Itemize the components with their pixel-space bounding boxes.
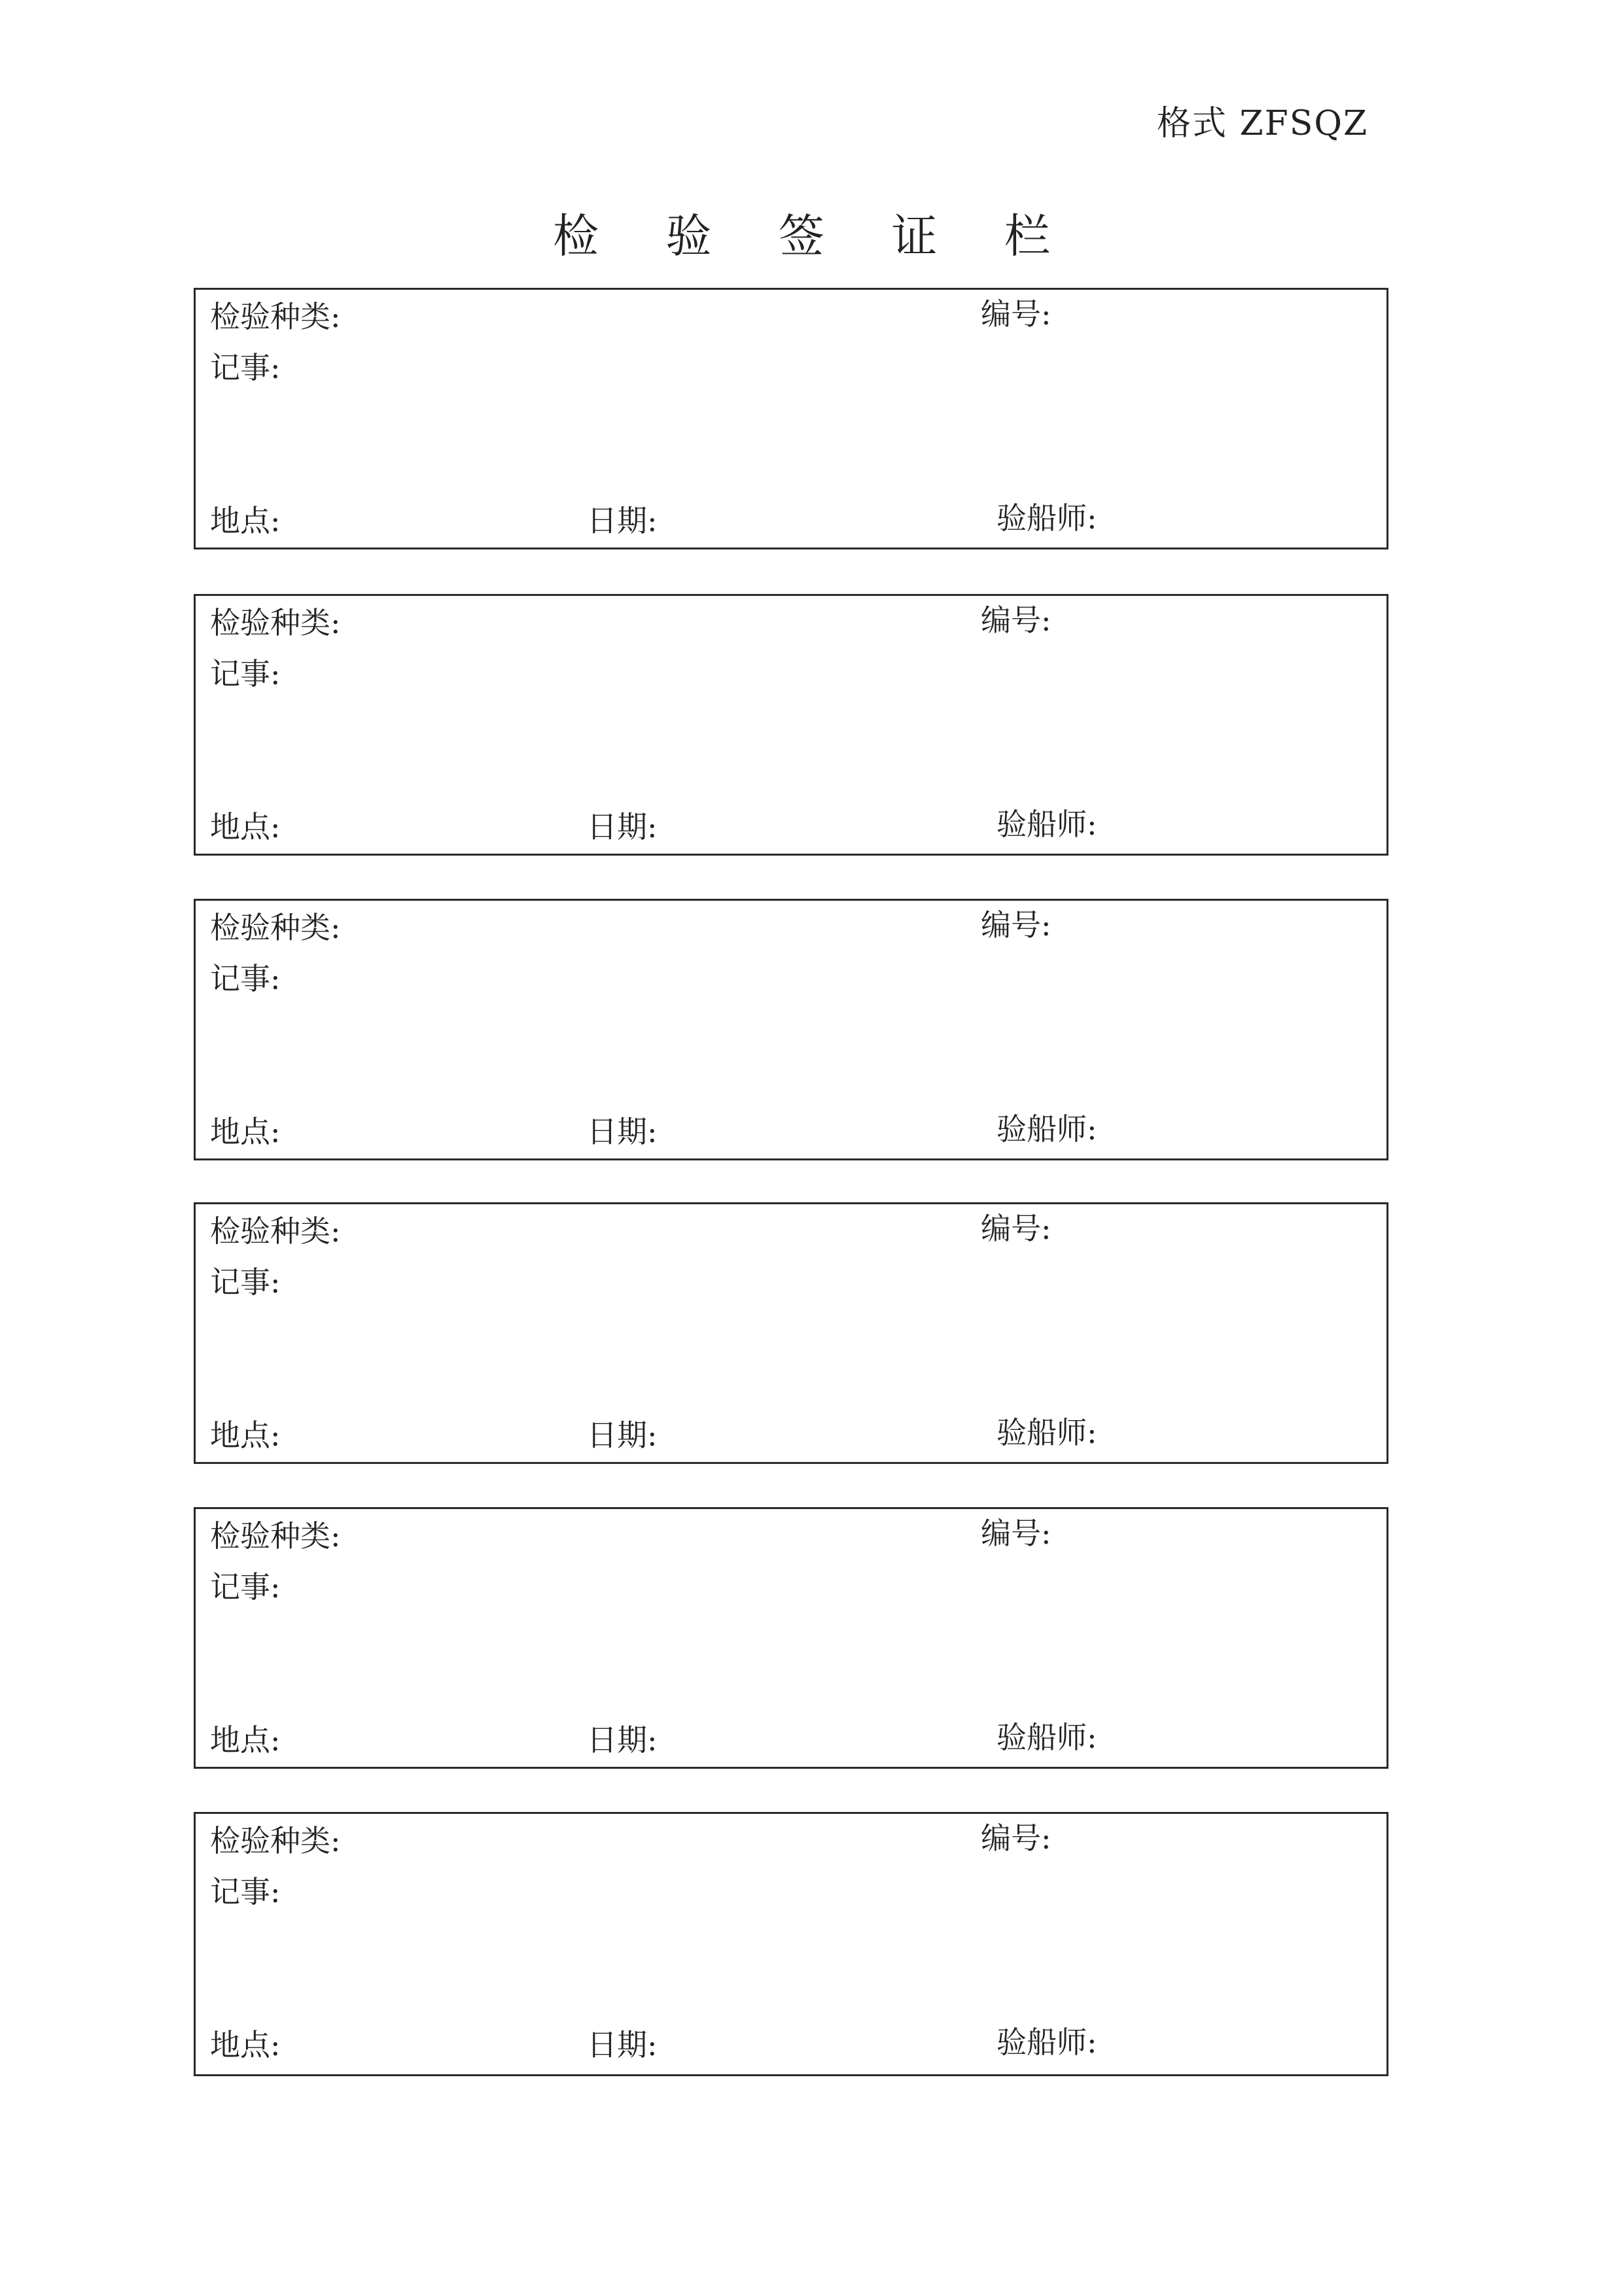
date-label[interactable]: 日期: [587, 503, 658, 538]
number-label[interactable]: 编号: [981, 296, 1051, 332]
date-label[interactable]: 日期: [587, 1114, 658, 1149]
format-code: 格式 ZFSQZ [1157, 104, 1369, 143]
inspection-type-label[interactable]: 检验种类: [210, 1518, 341, 1554]
surveyor-label[interactable]: 验船师: [997, 807, 1097, 842]
endorsement-block-4 [194, 1202, 1388, 1464]
notes-label[interactable]: 记事: [210, 1874, 281, 1909]
title-char: 证 [891, 209, 938, 263]
notes-label[interactable]: 记事: [210, 1569, 281, 1605]
date-label[interactable]: 日期: [587, 809, 658, 844]
endorsement-block-1 [194, 288, 1388, 549]
notes-label[interactable]: 记事: [210, 350, 281, 385]
number-label[interactable]: 编号: [981, 1820, 1051, 1856]
title-char: 验 [665, 209, 712, 263]
endorsement-block-3 [194, 899, 1388, 1160]
endorsement-block-5 [194, 1507, 1388, 1769]
inspection-type-label[interactable]: 检验种类: [210, 299, 341, 334]
surveyor-label[interactable]: 验船师: [997, 1415, 1097, 1450]
surveyor-label[interactable]: 验船师: [997, 2025, 1097, 2060]
place-label[interactable]: 地点: [210, 809, 281, 844]
place-label[interactable]: 地点: [210, 1418, 281, 1453]
inspection-type-label[interactable]: 检验种类: [210, 605, 341, 640]
number-label[interactable]: 编号: [981, 907, 1051, 943]
title-char: 检 [553, 209, 599, 263]
endorsement-block-2 [194, 594, 1388, 856]
place-label[interactable]: 地点: [210, 503, 281, 538]
place-label[interactable]: 地点: [210, 1114, 281, 1149]
surveyor-label[interactable]: 验船师: [997, 1720, 1097, 1755]
place-label[interactable]: 地点: [210, 1722, 281, 1758]
inspection-type-label[interactable]: 检验种类: [210, 910, 341, 945]
notes-label[interactable]: 记事: [210, 961, 281, 996]
date-label[interactable]: 日期: [587, 1418, 658, 1453]
notes-label[interactable]: 记事: [210, 656, 281, 691]
notes-label[interactable]: 记事: [210, 1264, 281, 1300]
surveyor-label[interactable]: 验船师: [997, 1111, 1097, 1147]
surveyor-label[interactable]: 验船师: [997, 500, 1097, 536]
title-char: 栏 [1004, 209, 1050, 263]
date-label[interactable]: 日期: [587, 2027, 658, 2062]
endorsement-block-6 [194, 1812, 1388, 2076]
number-label[interactable]: 编号: [981, 602, 1051, 638]
place-label[interactable]: 地点: [210, 2027, 281, 2062]
number-label[interactable]: 编号: [981, 1516, 1051, 1551]
title-char: 签 [779, 209, 824, 263]
inspection-type-label[interactable]: 检验种类: [210, 1213, 341, 1249]
inspection-type-label[interactable]: 检验种类: [210, 1823, 341, 1858]
date-label[interactable]: 日期: [587, 1722, 658, 1758]
number-label[interactable]: 编号: [981, 1211, 1051, 1246]
page-title [553, 200, 1050, 266]
